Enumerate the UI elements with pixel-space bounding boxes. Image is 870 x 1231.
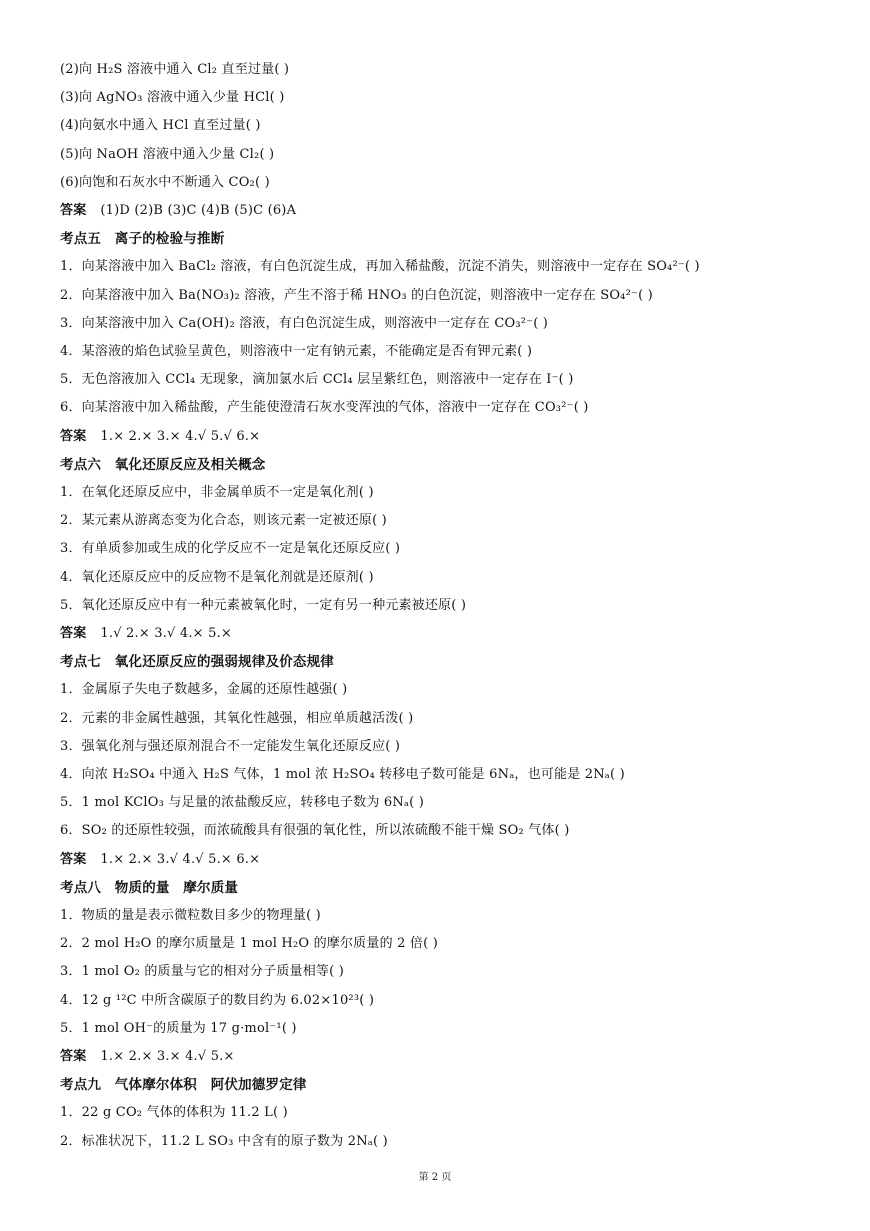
section-heading: 考点六 氧化还原反应及相关概念	[60, 456, 266, 473]
section-heading: 考点五 离子的检验与推断	[60, 231, 225, 248]
question-item: 1．在氧化还原反应中，非金属单质不一定是氧化剂( )	[60, 485, 374, 500]
question-item: 2．2 mol H₂O 的摩尔质量是 1 mol H₂O 的摩尔质量的 2 倍( )	[60, 936, 438, 952]
question-item: 4．氧化还原反应中的反应物不是氧化剂就是还原剂( )	[60, 569, 374, 585]
question-item: 3．强氧化剂与强还原剂混合不一定能发生氧化还原反应( )	[60, 738, 401, 754]
answer-text: 1.√ 2.× 3.√ 4.× 5.×	[100, 626, 232, 641]
answer-line	[60, 428, 260, 446]
answer-text: 1.× 2.× 3.× 4.√ 5.×	[100, 1049, 235, 1064]
question-item: 6．向某溶液中加入稀盐酸，产生能使澄清石灰水变浑浊的气体，溶液中一定存在 CO₃²⁻( )	[60, 400, 589, 416]
answer-text: (1)D (2)B (3)C (4)B (5)C (6)A	[100, 203, 297, 218]
question-item: 5．1 mol KClO₃ 与足量的浓盐酸反应，转移电子数为 6Nₐ( )	[60, 795, 425, 811]
question-item: 5．氧化还原反应中有一种元素被氧化时，一定有另一种元素被还原( )	[60, 597, 467, 613]
question-item: 3．有单质参加或生成的化学反应不一定是氧化还原反应( )	[60, 541, 401, 557]
answer-label: 答案	[60, 428, 87, 444]
question-item: 4．向浓 H₂SO₄ 中通入 H₂S 气体，1 mol 浓 H₂SO₄ 转移电子数可能是 6Nₐ，也可能是 2Nₐ( )	[60, 767, 625, 782]
question-item: 1．22 g CO₂ 气体的体积为 11.2 L( )	[60, 1105, 288, 1121]
question-item: 2．某元素从游离态变为化合态，则该元素一定被还原( )	[60, 513, 387, 529]
question-item: 3．向某溶液中加入 Ca(OH)₂ 溶液，有白色沉淀生成，则溶液中一定存在 CO₃²⁻( )	[60, 315, 549, 331]
question-item: 2．标准状况下，11.2 L SO₃ 中含有的原子数为 2Nₐ( )	[60, 1133, 388, 1149]
question-item: 5．1 mol OH⁻的质量为 17 g·mol⁻¹( )	[60, 1020, 297, 1036]
question-item: 4．12 g ¹²C 中所含碳原子的数目约为 6.02×10²³( )	[60, 992, 375, 1008]
question-item: (2)向 H₂S 溶液中通入 Cl₂ 直至过量( )	[60, 62, 290, 77]
answer-label: 答案	[60, 626, 87, 641]
answer-label: 答案	[60, 203, 87, 218]
question-item: 3．1 mol O₂ 的质量与它的相对分子质量相等( )	[60, 964, 344, 980]
question-item: 1．向某溶液中加入 BaCl₂ 溶液，有白色沉淀生成，再加入稀盐酸，沉淀不消失，则溶液中一定存在 SO₄²⁻( )	[60, 259, 700, 275]
answer-line	[60, 202, 296, 220]
section-heading: 考点七 氧化还原反应的强弱规律及价态规律	[60, 654, 334, 671]
question-item: 6．SO₂ 的还原性较强，而浓硫酸具有很强的氧化性，所以浓硫酸不能干燥 SO₂ 气体( )	[60, 823, 570, 839]
question-item: 1．物质的量是表示微粒数目多少的物理量( )	[60, 908, 321, 923]
question-item: 1．金属原子失电子数越多，金属的还原性越强( )	[60, 682, 348, 698]
question-item: (5)向 NaOH 溶液中通入少量 Cl₂( )	[60, 146, 275, 162]
section-heading: 考点九 气体摩尔体积 阿伏加德罗定律	[60, 1077, 307, 1094]
question-item: (3)向 AgNO₃ 溶液中通入少量 HCl( )	[60, 90, 285, 106]
question-item: 2．向某溶液中加入 Ba(NO₃)₂ 溶液，产生不溶于稀 HNO₃ 的白色沉淀，则溶液中一定存在 SO₄²⁻( )	[60, 287, 653, 303]
answer-line	[60, 1048, 235, 1066]
question-item: (4)向氨水中通入 HCl 直至过量( )	[60, 118, 261, 134]
answer-label: 答案	[60, 851, 87, 867]
question-item: 5．无色溶液加入 CCl₄ 无现象，滴加氯水后 CCl₄ 层呈紫红色，则溶液中一定存在 I⁻( )	[60, 372, 574, 388]
page-number: 第 2 页	[418, 1172, 452, 1183]
answer-text: 1.× 2.× 3.× 4.√ 5.√ 6.×	[100, 428, 261, 444]
answer-label: 答案	[60, 1049, 87, 1064]
question-item: (6)向饱和石灰水中不断通入 CO₂( )	[60, 174, 270, 190]
section-heading: 考点八 物质的量 摩尔质量	[60, 879, 239, 896]
answer-text: 1.× 2.× 3.√ 4.√ 5.× 6.×	[100, 851, 261, 867]
answer-line	[60, 625, 232, 643]
answer-line	[60, 851, 260, 869]
question-item: 4．某溶液的焰色试验呈黄色，则溶液中一定有钠元素，不能确定是否有钾元素( )	[60, 344, 533, 359]
question-item: 2．元素的非金属性越强，其氧化性越强，相应单质越活泼( )	[60, 710, 414, 726]
